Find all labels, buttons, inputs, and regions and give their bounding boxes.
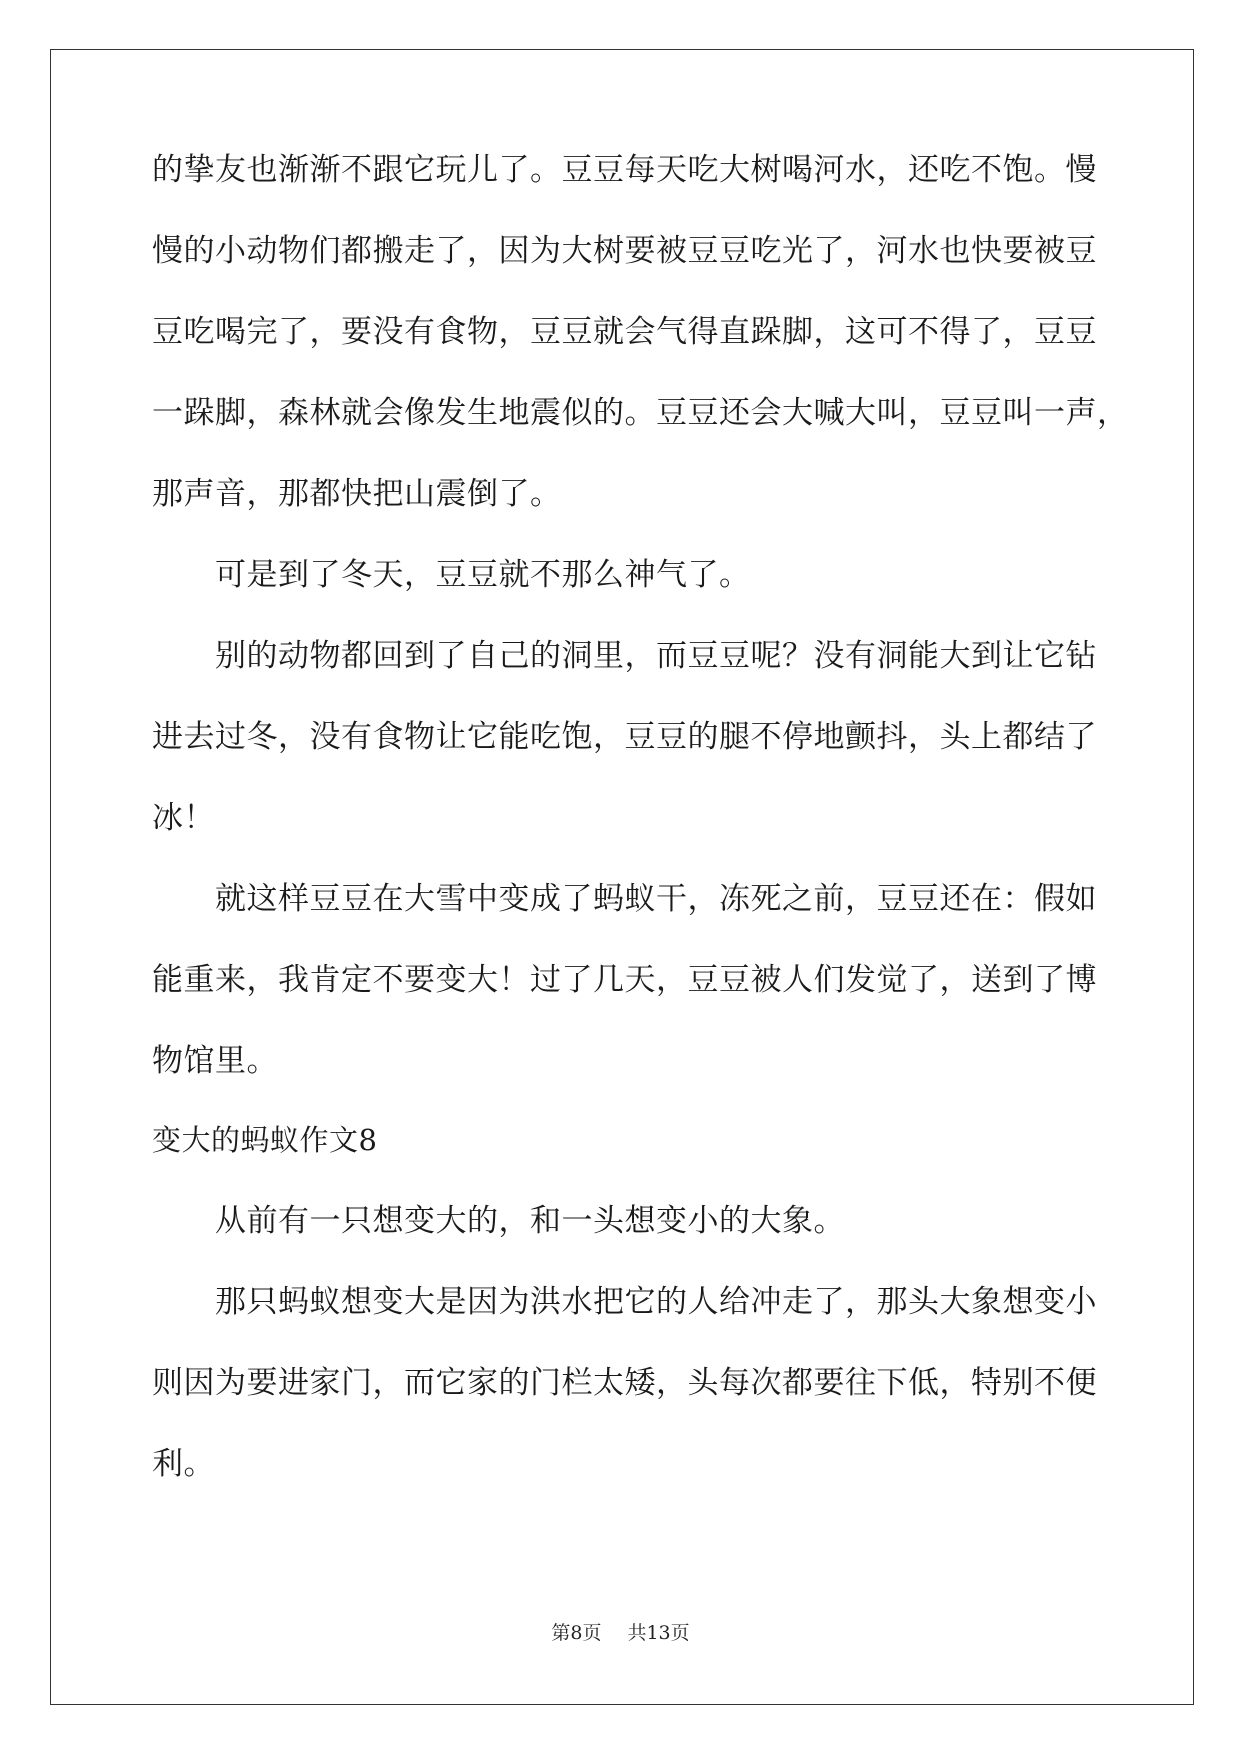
page-frame [50, 49, 1194, 1705]
paragraph-line: 的挚友也渐渐不跟它玩儿了。豆豆每天吃大树喝河水，还吃不饱。慢 [152, 152, 1097, 188]
page-footer [0, 1621, 1241, 1645]
section-heading: 变大的蚂蚁作文8 [152, 1123, 378, 1157]
page-total: 共13页 [627, 1622, 690, 1644]
paragraph-line: 从前有一只想变大的，和一头想变小的大象。 [215, 1203, 845, 1239]
paragraph-line: 则因为要进家门，而它家的门栏太矮，头每次都要往下低，特别不便 [152, 1365, 1097, 1401]
paragraph-line: 进去过冬，没有食物让它能吃饱，豆豆的腿不停地颤抖，头上都结了 [152, 719, 1097, 755]
paragraph-line: 利。 [152, 1446, 215, 1482]
paragraph-line: 豆吃喝完了，要没有食物，豆豆就会气得直跺脚，这可不得了，豆豆 [152, 314, 1097, 350]
paragraph-line: 慢的小动物们都搬走了，因为大树要被豆豆吃光了，河水也快要被豆 [152, 233, 1097, 269]
paragraph-line: 那声音，那都快把山震倒了。 [152, 476, 562, 512]
paragraph-line: 冰！ [152, 800, 215, 836]
paragraph-line: 一跺脚，森林就会像发生地震似的。豆豆还会大喊大叫，豆豆叫一声， [152, 395, 1129, 431]
paragraph-line: 那只蚂蚁想变大是因为洪水把它的人给冲走了，那头大象想变小 [215, 1284, 1097, 1320]
paragraph-line: 能重来，我肯定不要变大！过了几天，豆豆被人们发觉了，送到了博 [152, 962, 1097, 998]
paragraph-line: 物馆里。 [152, 1043, 278, 1079]
paragraph-line: 可是到了冬天，豆豆就不那么神气了。 [215, 557, 751, 593]
paragraph-line: 就这样豆豆在大雪中变成了蚂蚁干，冻死之前，豆豆还在：假如 [215, 881, 1097, 917]
paragraph-line: 别的动物都回到了自己的洞里，而豆豆呢？没有洞能大到让它钻 [215, 638, 1097, 674]
page-number: 第8页 [551, 1622, 602, 1644]
